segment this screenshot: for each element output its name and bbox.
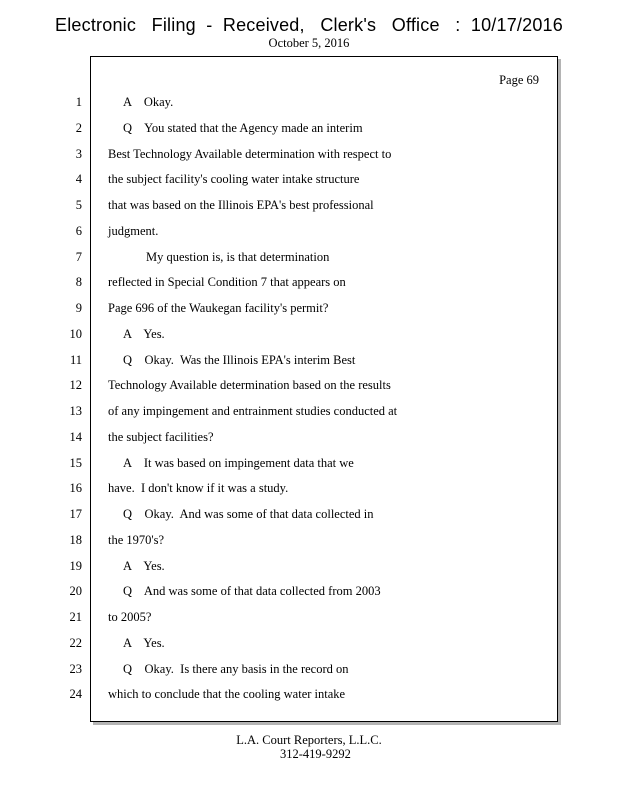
transcript-line: A It was based on impingement data that we (123, 456, 354, 470)
filing-stamp: Electronic Filing - Received, Clerk's Office : 10/17/2016 (55, 15, 563, 35)
transcript-line: the 1970's? (108, 533, 165, 547)
line-number: 17 (69, 507, 82, 521)
transcript-line: have. I don't know if it was a study. (108, 481, 289, 495)
transcript-line: the subject facility's cooling water intake structure (108, 172, 360, 186)
transcript-line: Page 696 of the Waukegan facility's permit? (108, 301, 329, 315)
line-number: 4 (75, 172, 82, 186)
transcript-line: which to conclude that the cooling water intake (108, 687, 346, 701)
transcript-line: A Yes. (123, 636, 165, 650)
line-number: 12 (69, 378, 82, 392)
transcript-line: A Okay. (123, 95, 174, 109)
line-number: 8 (75, 275, 82, 289)
transcript-line: judgment. (108, 224, 159, 238)
transcript-line: A Yes. (123, 327, 165, 341)
line-number: 21 (69, 610, 82, 624)
line-number: 15 (69, 456, 82, 470)
line-number: 24 (69, 687, 82, 701)
line-number: 6 (75, 224, 82, 238)
transcript-line: My question is, is that determination (146, 250, 330, 264)
transcript-line: Q You stated that the Agency made an interim (123, 121, 363, 135)
transcript-line: to 2005? (108, 610, 152, 624)
transcript-line: Q Okay. Is there any basis in the record on (123, 662, 349, 676)
page-number: Page 69 (499, 73, 539, 87)
line-number: 23 (69, 662, 82, 676)
line-number: 11 (69, 353, 82, 367)
transcript-line: Q Okay. And was some of that data collected in (123, 507, 374, 521)
line-number: 10 (69, 327, 82, 341)
transcript-line: A Yes. (123, 559, 165, 573)
line-number: 16 (69, 481, 82, 495)
transcript-line: Best Technology Available determination with respect to (108, 147, 392, 161)
line-number: 3 (75, 147, 82, 161)
line-number: 7 (75, 250, 82, 264)
line-number: 20 (69, 584, 82, 598)
deposition-date: October 5, 2016 (268, 36, 350, 50)
transcript-line: reflected in Special Condition 7 that appears on (108, 275, 346, 289)
line-number: 19 (69, 559, 82, 573)
transcript-line: Q Okay. Was the Illinois EPA's interim Best (123, 353, 356, 367)
reporter-phone: 312-419-9292 (280, 747, 351, 761)
line-number: 18 (69, 533, 82, 547)
line-number: 22 (69, 636, 82, 650)
reporter-company: L.A. Court Reporters, L.L.C. (236, 733, 382, 747)
line-number: 13 (69, 404, 82, 418)
transcript-line: the subject facilities? (108, 430, 214, 444)
line-number: 1 (75, 95, 82, 109)
line-number: 9 (75, 301, 82, 315)
line-number: 5 (75, 198, 82, 212)
line-number: 2 (75, 121, 82, 135)
transcript-line: that was based on the Illinois EPA's best professional (108, 198, 374, 212)
line-number: 14 (69, 430, 82, 444)
transcript-line: Technology Available determination based on the results (108, 378, 391, 392)
transcript-line: of any impingement and entrainment studies conducted at (108, 404, 398, 418)
transcript-line: Q And was some of that data collected from 2003 (123, 584, 381, 598)
